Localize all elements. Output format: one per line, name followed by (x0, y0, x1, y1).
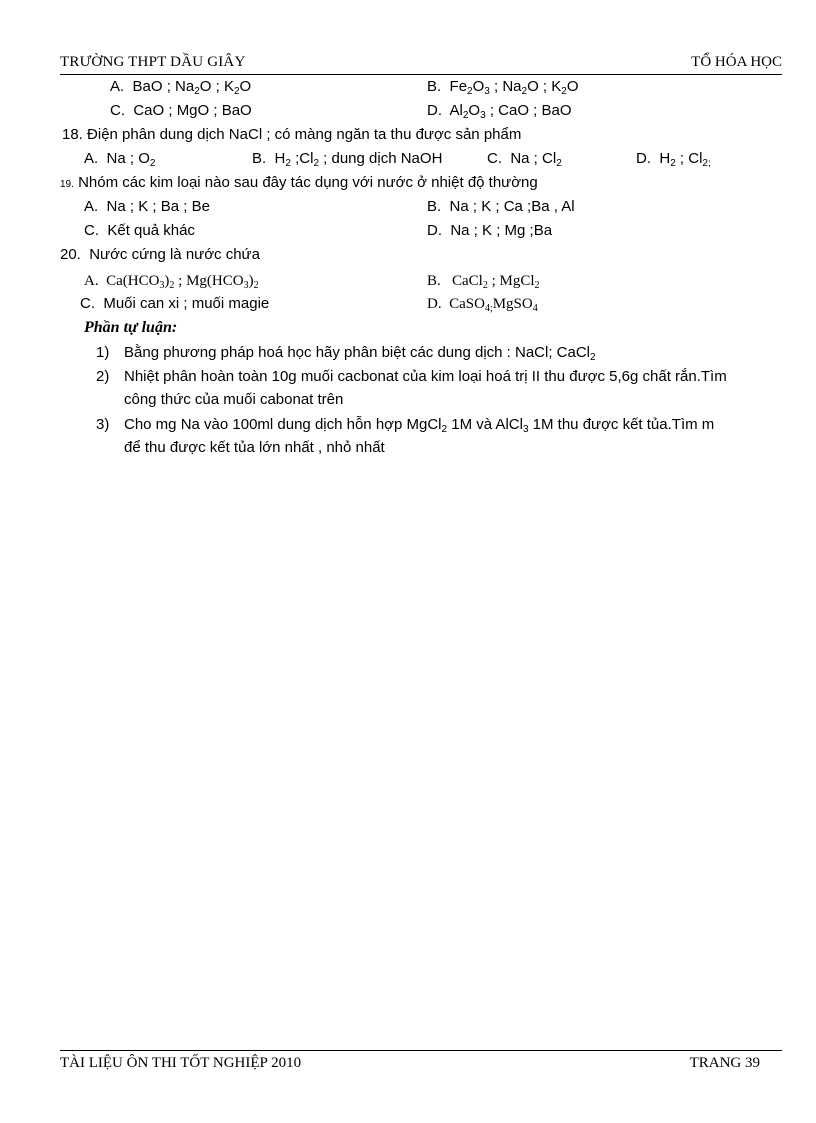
q19-option-a: A. Na ; K ; Ba ; Be (84, 198, 210, 215)
page-number: TRANG 39 (689, 1055, 760, 1071)
q19-option-b: B. Na ; K ; Ca ;Ba , Al (427, 198, 575, 215)
q17-option-b: B. $Fe_2O_3$ ; $Na_2O$ ; $K_2O$ (427, 78, 579, 97)
q20-option-c: C. Muối can xi ; muối magie (80, 295, 270, 312)
essay-heading: Phần tự luận: (84, 319, 178, 336)
essay-item-2-continued: công thức của muối cabonat trên (124, 391, 344, 408)
footer-title: TÀI LIỆU ÔN THI TỐT NGHIỆP 2010 (60, 1055, 302, 1071)
q19-option-d: D. Na ; K ; Mg ;Ba (427, 222, 553, 239)
essay-item-1: 1) Bằng phương pháp hoá học hãy phân biệt các dung dịch : NaCl; CaCl$_2$ (96, 344, 596, 363)
q20-option-d: D. CaSO$_{4;}$MgSO$_4$ (427, 296, 538, 314)
q20-option-a: A. $Ca(HCO_3)_2$ ; $Mg(HCO_3)_2$ (84, 273, 259, 291)
q20-question: 20. Nước cứng là nước chứa (60, 246, 260, 263)
q18-question: 18. Điện phân dung dịch NaCl ; có màng ngăn ta thu được sản phẩm (62, 126, 522, 143)
q17-option-a: A. BaO ; $Na_2O$ ; $K_2O$ (110, 78, 252, 97)
q17-option-d: D. $Al_2O_3$ ; CaO ; BaO (427, 102, 572, 121)
page-header (60, 52, 782, 75)
essay-item-3: 3) Cho mg Na vào 100ml dung dịch hỗn hợp MgCl$_2$ 1M và AlCl$_3$ 1M thu được kết tủa.Tìm m (96, 416, 715, 435)
q18-option-c: C. Na ; $Cl_2$ (487, 150, 562, 169)
page-footer (60, 1050, 782, 1075)
q17-option-c: C. CaO ; MgO ; BaO (110, 102, 252, 119)
school-name: TRƯỜNG THPT DẦU GIÂY (60, 54, 246, 70)
essay-item-3-continued: để thu được kết tủa lớn nhất , nhỏ nhất (124, 439, 385, 456)
q18-option-b: B. $H_2$ $;Cl_2$ ; dung dịch NaOH (252, 150, 443, 169)
q20-option-b: B. CaCl$_2$ ; MgCl$_2$ (427, 273, 540, 291)
q19-option-c: C. Kết quả khác (84, 222, 195, 239)
q18-option-d: D. $H_2$ ; $Cl_{2;}$ (636, 150, 711, 169)
essay-item-2: 2) Nhiệt phân hoàn toàn 10g muối cacbonat của kim loại hoá trị II thu được 5,6g chất rắn.Tìm (96, 368, 727, 385)
q18-option-a: A. Na ; $O_2$ (84, 150, 156, 169)
q19-question: 19. Nhóm các kim loại nào sau đây tác dụng với nước ở nhiệt độ thường (60, 174, 538, 191)
department-name: TỔ HÓA HỌC (691, 54, 782, 70)
